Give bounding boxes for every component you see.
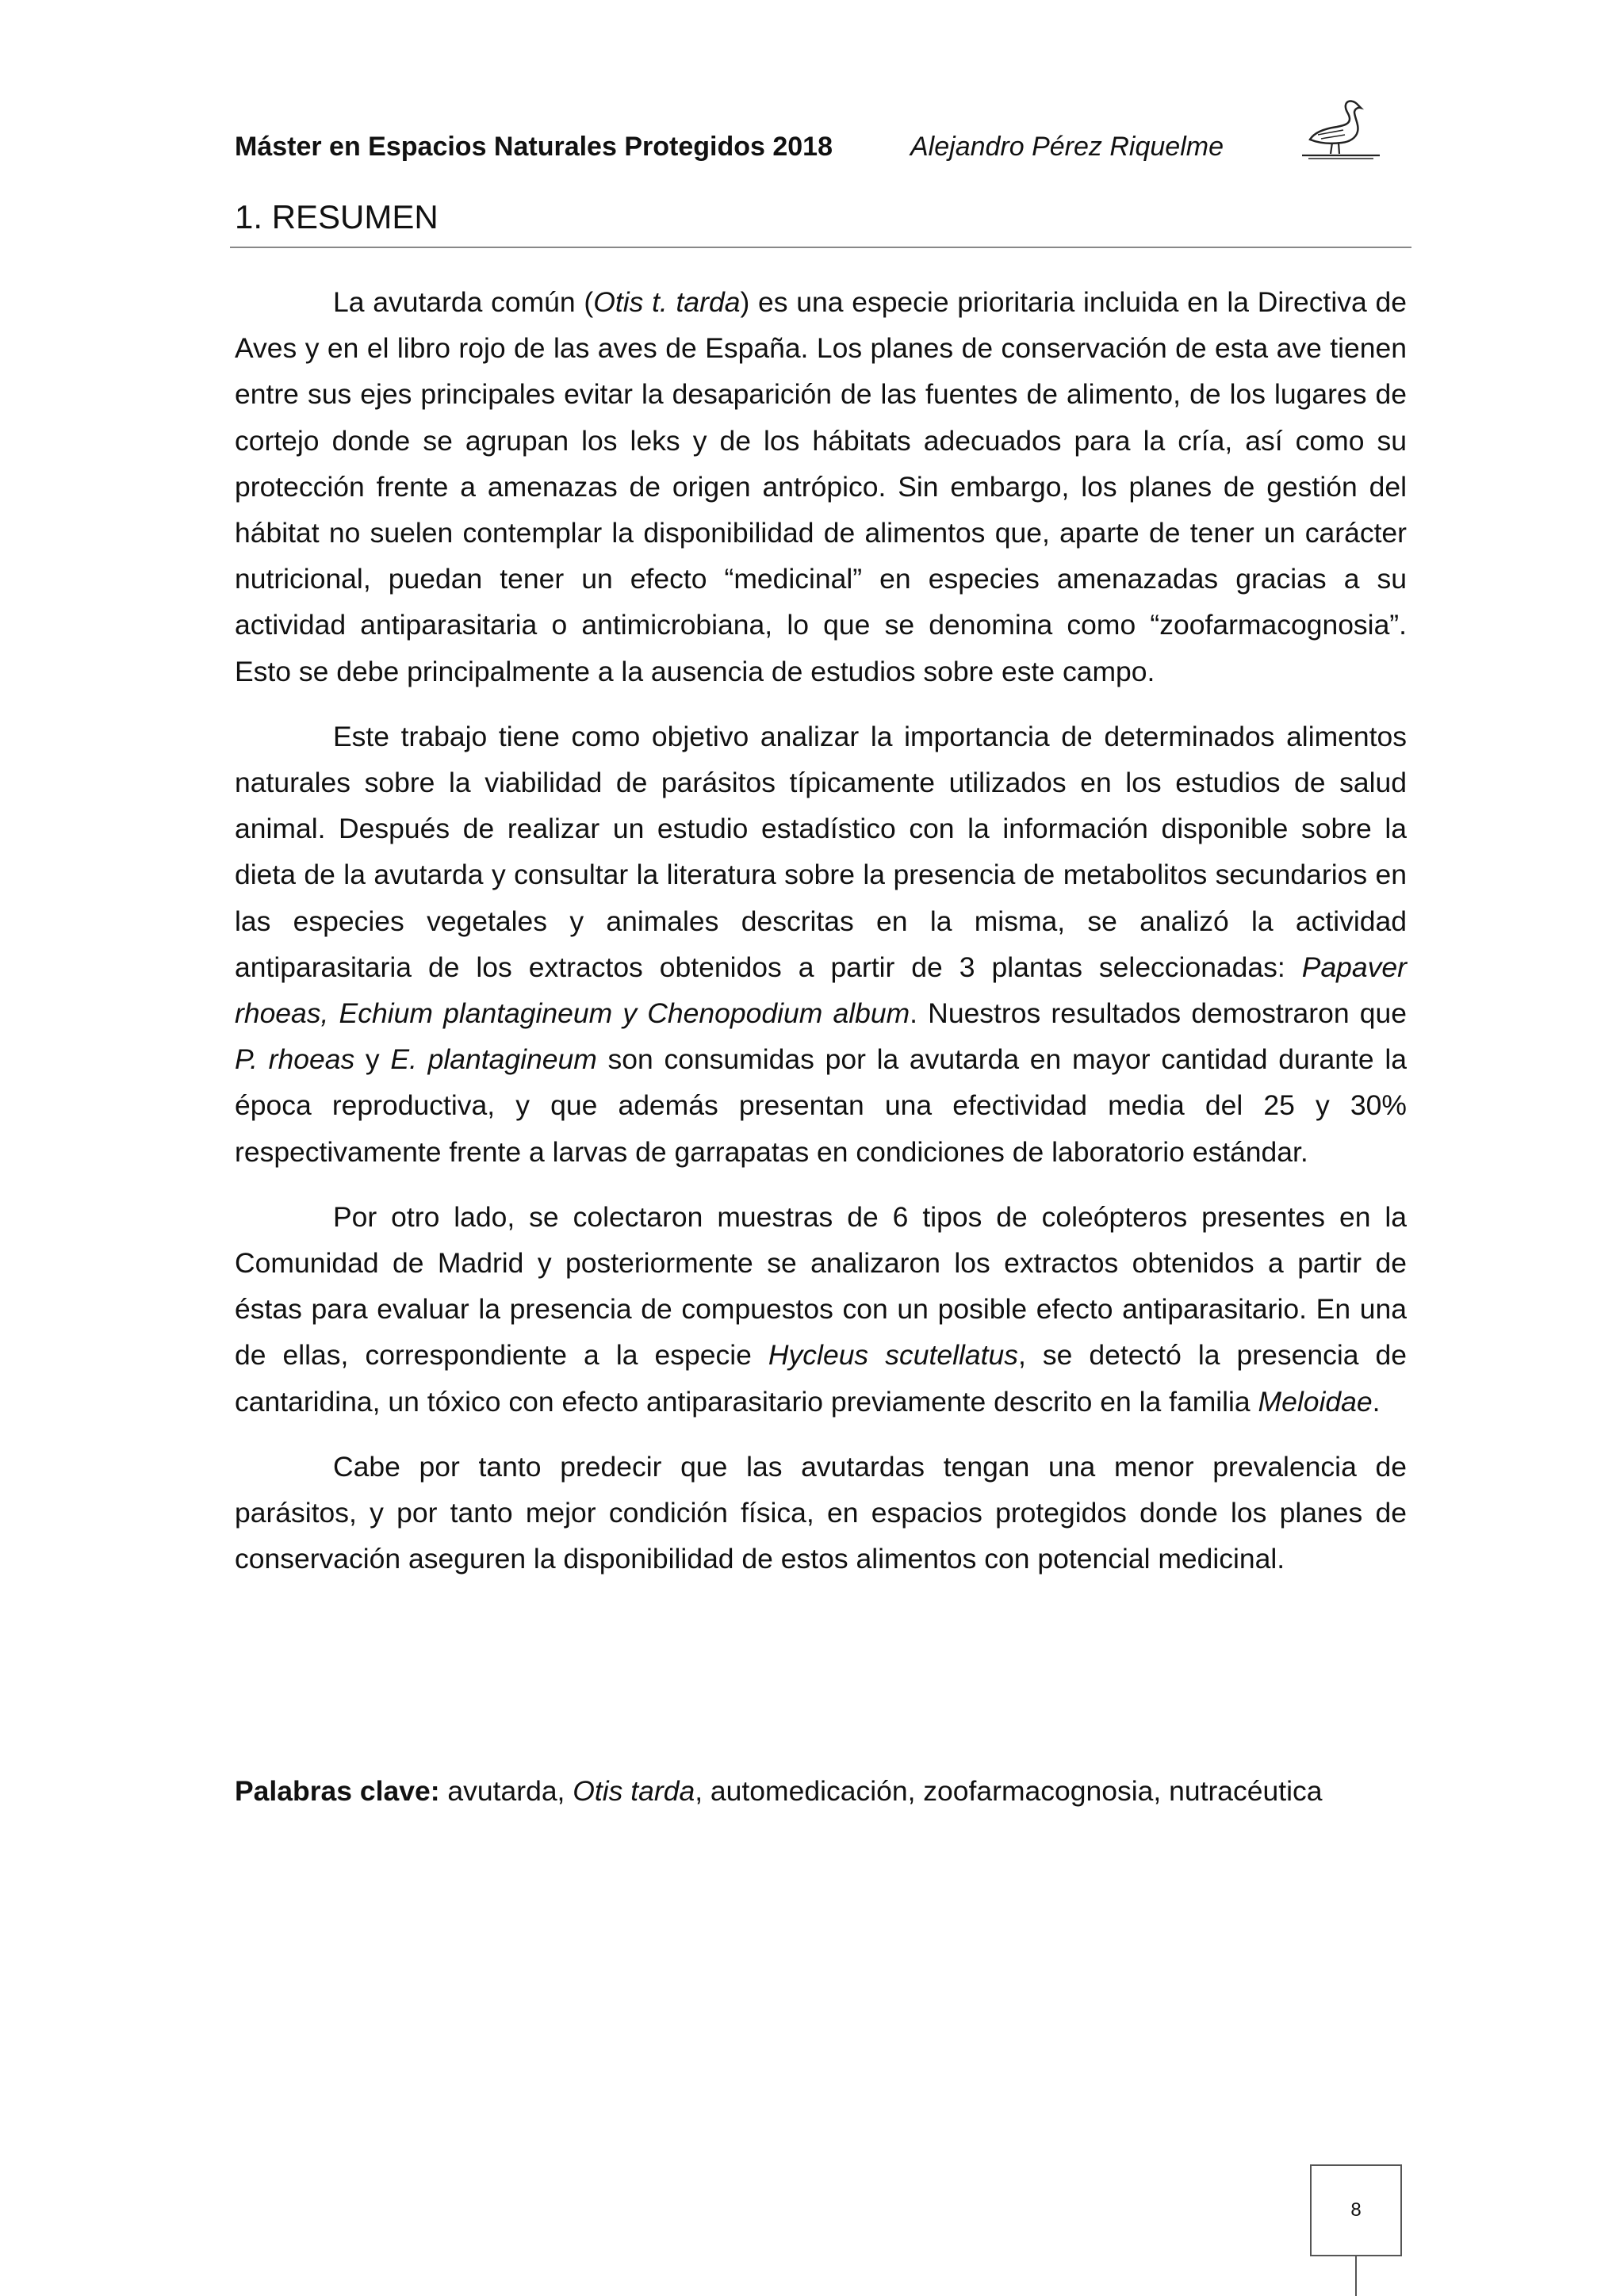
bird-logo-icon — [1297, 95, 1385, 166]
page-header — [235, 127, 1408, 174]
p1-text-1: La avutarda común ( — [333, 286, 594, 318]
p3-species-name: Hycleus scutellatus — [768, 1339, 1018, 1372]
keywords-label: Palabras clave: — [235, 1775, 440, 1807]
paragraph-3 — [235, 1194, 1407, 1425]
p1-text-2: ) es una especie prioritaria incluida en la Directiva de Aves y en el libro rojo de las aves de España. Los planes de conservación de esta ave tienen entre sus ejes principales evitar la desaparición de las fuentes de alimento, de los lugares de cortejo donde se agrupan los leks y de los hábitats adecuados para la cría, así como su protección frente a amenazas de origen antrópico. Sin embargo, los planes de gestión del hábitat no suelen contemplar la disponibilidad de alimentos que, aparte de tener un carácter nutricional, puedan tener un efecto “medicinal” en especies amenazadas gracias a su actividad antiparasitaria o antimicrobiana, lo que se denomina como “zoofarmacognosia”. Esto se debe principalmente a la ausencia de estudios sobre este campo. — [235, 286, 1407, 687]
p2-species-2: E. plantagineum — [390, 1043, 597, 1076]
p1-species-name: Otis t. tarda — [593, 286, 741, 318]
p2-text-1: Este trabajo tiene como objetivo analizar la importancia de determinados alimentos naturales sobre la viabilidad de parásitos típicamente utilizados en los estudios de salud animal. Después de realizar un estudio estadístico con la información disponible sobre la dieta de la avutarda y consultar la literatura sobre la presencia de metabolitos secundarios en las especies vegetales y animales descritas en la misma, se analizó la actividad antiparasitaria de los extractos obtenidos a partir de 3 plantas seleccionadas: — [235, 720, 1407, 983]
p2-text-4: son consumidas por la avutarda en mayor cantidad durante la época reproductiva, y que además presentan una efectividad media del 25 y 30% respectivamente frente a larvas de garrapatas en condiciones de laboratorio estándar. — [235, 1043, 1407, 1168]
keywords-text-1: avutarda, — [439, 1775, 573, 1807]
abstract-body — [235, 279, 1407, 1601]
header-author: Alejandro Pérez Riquelme — [910, 132, 1224, 162]
p4-text-1: Cabe por tanto predecir que las avutardas tengan una menor prevalencia de parásitos, y por tanto mejor condición física, en espacios protegidos donde los planes de conservación aseguren la disponibilidad de estos alimentos con potencial medicinal. — [235, 1450, 1407, 1575]
p3-text-1: Por otro lado, se colectaron muestras de 6 tipos de coleópteros presentes en la Comunidad de Madrid y posteriormente se analizaron los extractos obtenidos a partir de éstas para evaluar la presencia de compuestos con un posible efecto antiparasitario. En una de ellas, correspondiente a la especie — [235, 1200, 1407, 1372]
paragraph-2 — [235, 714, 1407, 1175]
p2-plant-list: Papaver rhoeas, Echium plantagineum y Chenopodium album — [235, 951, 1407, 1030]
p2-species-1: P. rhoeas — [235, 1043, 355, 1076]
section-title: 1. RESUMEN — [235, 198, 439, 235]
page-number-connector — [1355, 2256, 1357, 2296]
keywords-text-2: , automedicación, zoofarmacognosia, nutracéutica — [695, 1775, 1323, 1807]
paragraph-4 — [235, 1444, 1407, 1582]
page-number: 8 — [1350, 2199, 1362, 2221]
title-divider — [230, 247, 1411, 248]
paragraph-1 — [235, 279, 1407, 695]
page-number-box — [1310, 2164, 1402, 2256]
keywords-species: Otis tarda — [573, 1775, 695, 1807]
keywords-line — [235, 1768, 1407, 1814]
p2-text-3: y — [354, 1043, 391, 1076]
header-course-title: Máster en Espacios Naturales Protegidos 2018 — [235, 132, 833, 162]
p3-family-name: Meloidae — [1258, 1385, 1373, 1418]
p2-text-2: . Nuestros resultados demostraron que — [910, 997, 1407, 1030]
p3-text-2: , se detectó la presencia de cantaridina, un tóxico con efecto antiparasitario previamente descrito en la familia — [235, 1339, 1407, 1418]
p3-text-3: . — [1372, 1385, 1381, 1418]
